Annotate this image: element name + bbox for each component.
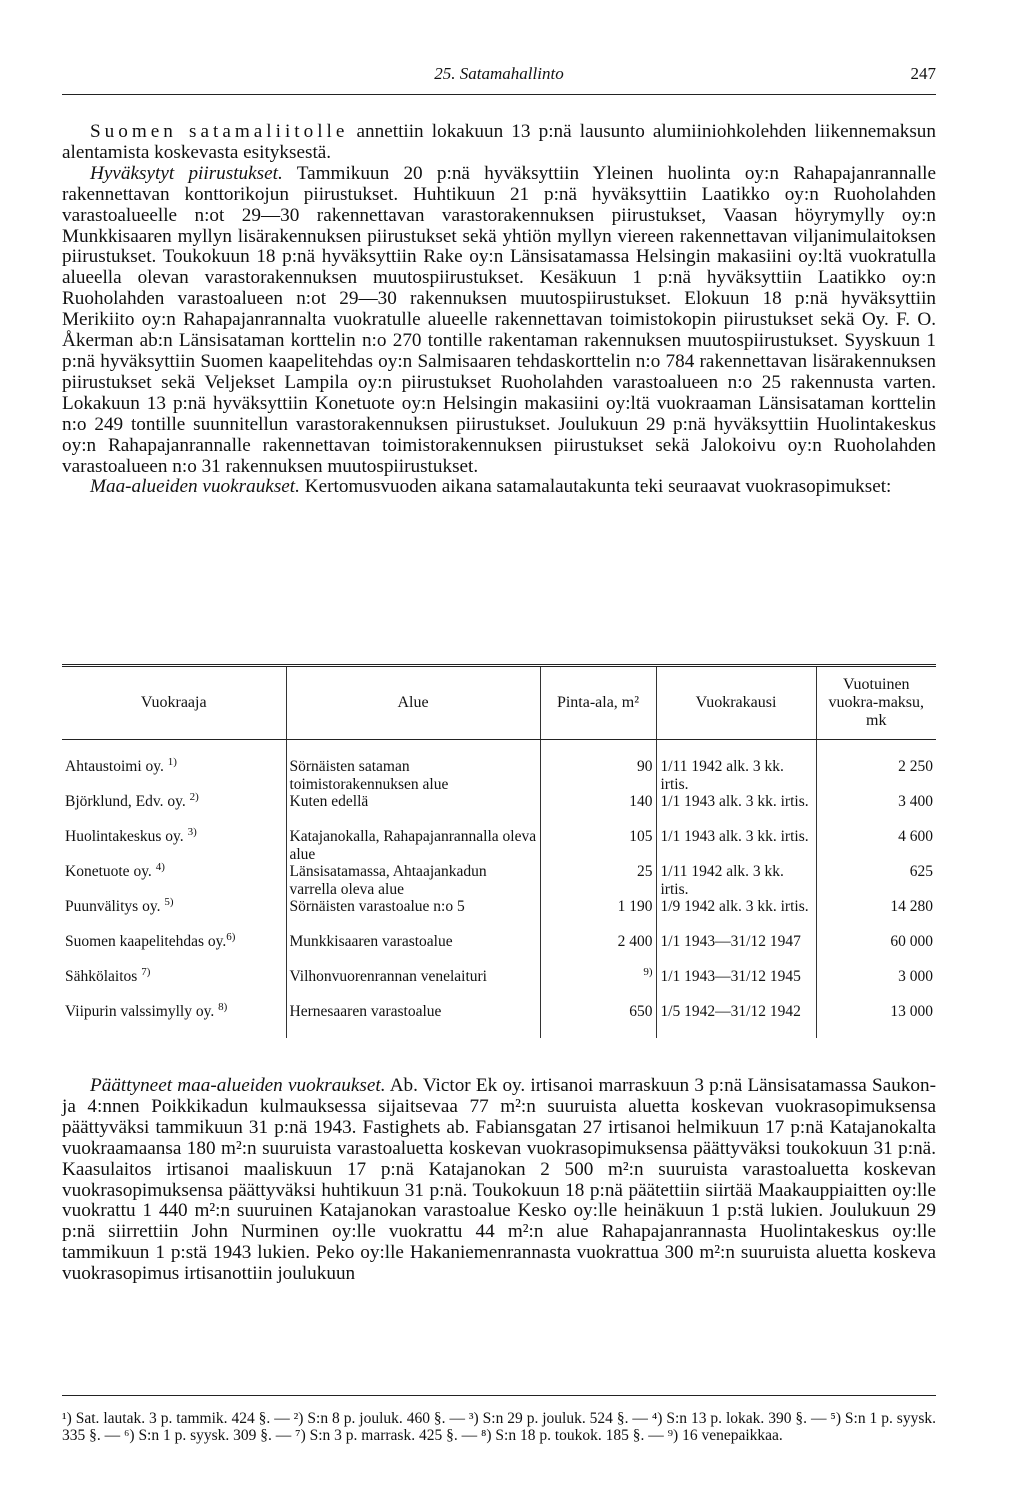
column-header: Alue (286, 667, 540, 740)
period-cell: 1/1 1943—31/12 1947 (656, 933, 816, 968)
tenant-name: Suomen kaapelitehdas oy. (65, 933, 227, 950)
rent-cell: 2 250 (898, 758, 933, 775)
intro-text (62, 122, 936, 498)
table-row (62, 1003, 936, 1038)
paragraph-piirustukset (62, 164, 936, 478)
table-row (62, 740, 936, 794)
paragraph-text: Tammikuun 20 p:nä hyväksyttiin Yleinen huolinta oy:n Rahapajanrannalle rakennettavan konttorikojun piirustukset. Huhtikuun 21 p:nä hyväksyttiin Laatikko oy:n Ruoholahden varastoalueelle n:ot 29—30 rakennettavan varastorakennuksen piirustukset, Vaasan höyrymylly oy:n Munkkisaaren myllyn lisärakennuksen piirustukset sekä yhtiön myllyn viereen rakennettavan viljanimulaitoksen piirustukset. Toukokuun 18 p:nä hyväksyttiin Rake oy:n Länsisatamassa Helsingin makasiini oy:ltä vuokratulla alueella olevan varastorakennuksen muutospiirustukset. Kesäkuun 1 p:nä hyväksyttiin Laatikko oy:n Ruoholahden varastoalueen n:ot 29—30 rakennuksen muutospiirustukset. Elokuun 18 p:nä hyväksyttiin Merikiito oy:n Rahapajanrannalta vuokratulle alueelle rakennettavan toimistokopin piirustukset sekä Oy. F. O. Åkerman ab:n Länsisataman korttelin n:o 270 tontille rakentaman rakennuksen muutospiirustukset. Syyskuun 1 p:nä hyväksyttiin Suomen kaapelitehdas oy:n Salmisaaren tehdaskorttelin n:o 784 rakennettavan lisärakennuksen piirustukset sekä Veljekset Lampila oy:n piirustukset Ruoholahden varastoalueen n:o 25 rakennusta varten. Lokakuun 13 p:nä hyväksyttiin Konetuote oy:n Helsingin makasiini oy:ltä vuokraaman Länsisataman korttelin n:o 249 tontille suunnitellun varastorakennuksen piirustukset. Joulukuun 29 p:nä hyväksyttiin Huolintakeskus oy:n Rahapajanrannalle rakennettavan toimistorakennuksen piirustukset sekä Jalokoivu oy:n Ruoholahden varastoalueen n:o 31 rakennuksen muutospiirustukset. (62, 162, 936, 477)
footnote-ref: 8) (218, 1000, 228, 1013)
period-cell: 1/1 1943—31/12 1945 (656, 968, 816, 1003)
size-cell: 650 (540, 1003, 656, 1038)
section-heading: Hyväksytyt piirustukset. (90, 162, 283, 184)
paragraph-vuokraukset (62, 477, 936, 498)
tenant-name: Sähkölaitos (65, 968, 138, 985)
tenant-cell (62, 790, 286, 828)
rent-cell: 60 000 (890, 933, 933, 950)
table-row (62, 898, 936, 933)
tenant-cell (62, 930, 286, 968)
tenant-name: Konetuote oy. (65, 863, 152, 880)
paragraph-satamaliitto (62, 122, 936, 164)
period-cell: 1/1 1943 alk. 3 kk. irtis. (656, 793, 816, 828)
footnote-ref: 3) (187, 825, 197, 838)
table-row (62, 863, 936, 898)
tenant-name: Viipurin valssimylly oy. (65, 1003, 215, 1020)
area-cell: Sörnäisten sataman toimistorakennuksen alue (286, 740, 540, 794)
tenant-cell (62, 965, 286, 1003)
paragraph-text: Kertomusvuoden aikana satamalautakunta teki seuraavat vuokrasopimukset: (299, 476, 892, 498)
section-heading: Päättyneet maa-alueiden vuokraukset. (90, 1075, 386, 1096)
tenant-cell (62, 825, 286, 863)
footnotes: ¹) Sat. lautak. 3 p. tammik. 424 §. — ²) S:n 8 p. jouluk. 460 §. — ³) S:n 29 p. jouluk. 524 §. — ⁴) S:n 13 p. lokak. 390 §. — ⁵) S:n 1 p. syysk. 335 §. — ⁶) S:n 1 p. syysk. 309 §. — ⁷) S:n 3 p. marrask. 425 §. — ⁸) S:n 18 p. toukok. 185 §. — ⁹) 16 venepaikkaa. (62, 1395, 936, 1444)
footnote-ref: 7) (141, 965, 151, 978)
period-cell: 1/1 1943 alk. 3 kk. irtis. (656, 828, 816, 863)
footnote-ref: 2) (189, 790, 199, 803)
size-cell: 1 190 (540, 898, 656, 933)
table-header-row (62, 667, 936, 740)
column-header: Pinta-ala, m² (540, 667, 656, 740)
area-cell: Munkkisaaren varastoalue (286, 933, 540, 968)
tenant-cell (62, 895, 286, 933)
area-cell: Länsisatamassa, Ahtaajankadun varrella oleva alue (286, 863, 540, 898)
spaced-heading: Suomen satamaliitolle (90, 121, 349, 142)
paragraph-paattyneet (62, 1076, 936, 1285)
section-title: 25. Satamahallinto (434, 64, 564, 83)
footnote-ref: 6) (226, 930, 236, 943)
period-cell: 1/9 1942 alk. 3 kk. irtis. (656, 898, 816, 933)
size-cell: 2 400 (540, 933, 656, 968)
page-header (62, 60, 936, 95)
period-cell: 1/11 1942 alk. 3 kk. irtis. (656, 863, 816, 898)
footnote-ref: 5) (164, 895, 174, 908)
tenant-name: Ahtaustoimi oy. (65, 758, 164, 775)
rent-cell: 3 400 (898, 793, 933, 810)
rent-cell: 4 600 (898, 828, 933, 845)
tenant-name: Huolintakeskus oy. (65, 828, 184, 845)
area-cell: Kuten edellä (286, 793, 540, 828)
size-cell: 90 (540, 740, 656, 794)
column-header: Vuokrakausi (656, 667, 816, 740)
closing-text (62, 1076, 936, 1285)
tenant-cell (62, 1000, 286, 1038)
footnote-ref: 1) (167, 755, 177, 768)
table-row (62, 828, 936, 863)
tenant-name: Björklund, Edv. oy. (65, 793, 186, 810)
rent-cell: 625 (909, 863, 933, 880)
table-row (62, 793, 936, 828)
column-header: Vuotuinen vuokra-maksu, mk (816, 667, 936, 740)
column-header: Vuokraaja (62, 667, 286, 740)
period-cell: 1/5 1942—31/12 1942 (656, 1003, 816, 1038)
paragraph-text: Ab. Victor Ek oy. irtisanoi marraskuun 3 p:nä Länsisatamassa Saukon- ja 4:nnen Poikkikadun kulmauksessa sijaitsevaa 77 m²:n suuruista aluetta koskevan vuokrasopimuksensa päättyväksi tammikuun 31 p:nä 1943. Fastighets ab. Fabiansgatan 27 irtisanoi helmikuun 17 p:nä Katajanokalta vuokraamaansa 180 m²:n suuruista varastoaluetta koskevan vuokrasopimuksensa päättyväksi toukokuun 31 p:nä. Kaasulaitos irtisanoi maaliskuun 17 p:nä Katajanokan 2 500 m²:n suuruista varastoaluetta koskevan vuokrasopimuksensa päättyväksi huhtikuun 31 p:nä. Toukokuun 18 p:nä päätettiin siirtää Maakauppiaitten oy:lle vuokrattu 1 440 m²:n suuruinen Katajanokan varastoalue Kesko oy:lle heinäkuun 1 p:stä lukien. Joulukuun 29 p:nä siirrettiin John Nurminen oy:lle vuokrattu 44 m²:n alue Rahapajanrannasta Huolintakeskus oy:lle tammikuun 1 p:stä 1943 lukien. Peko oy:lle Hakaniemenrannasta vuokrattua 300 m²:n suuruista aluetta koskeva vuokrasopimus irtisanottiin joulukuun (62, 1075, 936, 1285)
rent-cell: 14 280 (890, 898, 933, 915)
size-cell: 105 (540, 828, 656, 863)
size-footnote-ref: 9) (643, 965, 653, 978)
size-cell: 25 (540, 863, 656, 898)
page-number: 247 (910, 64, 936, 83)
area-cell: Sörnäisten varastoalue n:o 5 (286, 898, 540, 933)
rent-cell: 3 000 (898, 968, 933, 985)
tenant-name: Puunvälitys oy. (65, 898, 161, 915)
lease-table (62, 664, 936, 1038)
tenant-cell (62, 860, 286, 898)
paragraph-text: annettiin lokakuun 13 p:nä lausunto alumiiniohkolehden liikennemaksun alentamista koskevasta esityksestä. (62, 121, 936, 163)
size-cell (540, 965, 656, 1003)
period-cell: 1/11 1942 alk. 3 kk. irtis. (656, 740, 816, 794)
size-cell: 140 (540, 793, 656, 828)
area-cell: Hernesaaren varastoalue (286, 1003, 540, 1038)
area-cell: Vilhonvuorenrannan venelaituri (286, 968, 540, 1003)
footnote-ref: 4) (155, 860, 165, 873)
section-heading: Maa-alueiden vuokraukset. (90, 476, 300, 498)
rent-cell: 13 000 (890, 1003, 933, 1020)
table-row (62, 968, 936, 1003)
area-cell: Katajanokalla, Rahapajanrannalla oleva alue (286, 828, 540, 863)
table-row (62, 933, 936, 968)
tenant-cell (62, 740, 286, 794)
